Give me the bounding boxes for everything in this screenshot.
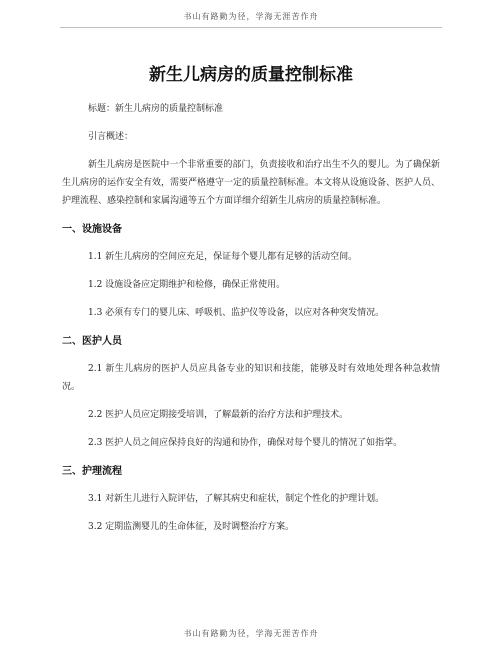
- section-nursing-process: [62, 464, 440, 536]
- section-item: 1.1 新生儿病房的空间应充足，保证每个婴儿都有足够的活动空间。: [88, 252, 358, 262]
- section-heading: 三、护理流程: [62, 466, 122, 477]
- section-item: 1.2 设施设备应定期维护和检修，确保正常使用。: [88, 280, 286, 290]
- section-item: 3.1 对新生儿进行入院评估，了解其病史和症状，制定个性化的护理计划。: [88, 494, 385, 504]
- intro-paragraph: 新生儿病房是医院中一个非常重要的部门，负责接收和治疗出生不久的婴儿。为了确保新生儿病房的运作安全有效，需要严格遵守一定的质量控制标准。本文将从设施设备、医护人员、护理流程、感染控制和家属沟通等五个方面详细介绍新生儿病房的质量控制标准。: [62, 160, 441, 206]
- section-medical-staff: [62, 334, 440, 452]
- section-item: 2.3 医护人员之间应保持良好的沟通和协作，确保对每个婴儿的情况了如指掌。: [88, 438, 403, 448]
- section-heading: 二、医护人员: [62, 336, 122, 347]
- section-item: 1.3 必须有专门的婴儿床、呼吸机、监护仪等设备，以应对各种突发情况。: [88, 308, 385, 318]
- section-item: 2.1 新生儿病房的医护人员应具备专业的知识和技能，能够及时有效地处理各种急救情况。: [62, 364, 440, 392]
- section-item: 2.2 医护人员应定期接受培训，了解最新的治疗方法和护理技术。: [88, 410, 349, 420]
- document-body: [62, 100, 440, 536]
- subtitle-line: 标题：新生儿病房的质量控制标准: [88, 104, 224, 114]
- header-divider: [60, 27, 442, 28]
- section-item: 3.2 定期监测婴儿的生命体征，及时调整治疗方案。: [88, 522, 295, 532]
- section-facilities: [62, 222, 440, 322]
- intro-label: 引言概述：: [88, 132, 134, 142]
- page-footer-motto: 书山有路勤为径，学海无涯苦作舟: [183, 629, 319, 638]
- document-title: 新生儿病房的质量控制标准: [149, 65, 353, 85]
- section-heading: 一、设施设备: [62, 224, 122, 235]
- page-header-motto: 书山有路勤为径，学海无涯苦作舟: [183, 12, 319, 21]
